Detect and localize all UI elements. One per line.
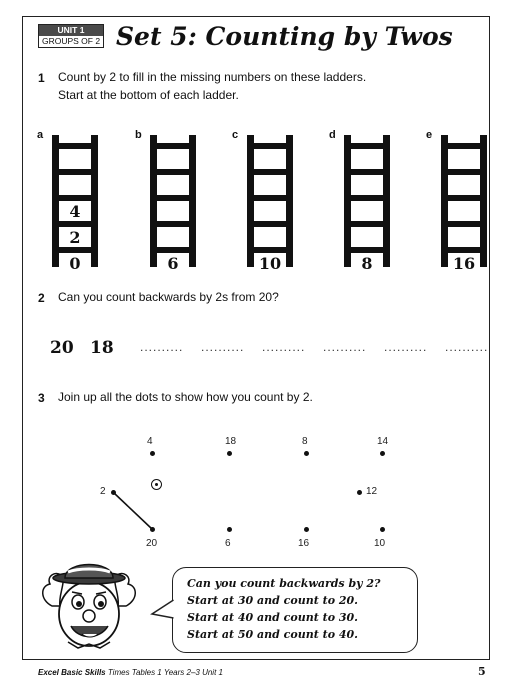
clown-icon bbox=[38, 556, 168, 656]
dot-label: 12 bbox=[366, 486, 378, 497]
bubble-line: Start at 50 and count to 40. bbox=[187, 628, 359, 641]
answer-blank[interactable]: .......... bbox=[201, 340, 245, 354]
ladder-letter: a bbox=[37, 129, 44, 141]
page-title: Set 5: Counting by Twos bbox=[116, 22, 453, 51]
dot-label: 18 bbox=[225, 436, 237, 447]
footer-book: Times Tables 1 Years 2–3 Unit 1 bbox=[107, 668, 223, 677]
answer-blank[interactable]: .......... bbox=[140, 340, 184, 354]
q1-number: 1 bbox=[38, 71, 45, 85]
bubble-tail bbox=[150, 598, 176, 622]
bubble-line: Start at 30 and count to 20. bbox=[187, 594, 359, 607]
ladder-letter: c bbox=[232, 129, 239, 141]
answer-blank[interactable]: .......... bbox=[445, 340, 489, 354]
unit-sub: GROUPS OF 2 bbox=[41, 36, 101, 46]
dot-label: 4 bbox=[147, 436, 153, 447]
ladder-letter: e bbox=[426, 129, 433, 141]
q3-text: Join up all the dots to show how you count by 2. bbox=[58, 390, 313, 404]
dot[interactable] bbox=[150, 451, 155, 456]
q1-line1: Count by 2 to fill in the missing numbers on these ladders. bbox=[58, 70, 367, 84]
unit-label: UNIT 1 bbox=[39, 25, 103, 36]
dot[interactable] bbox=[304, 527, 309, 532]
dot-label: 16 bbox=[298, 538, 310, 549]
q2-text: Can you count backwards by 2s from 20? bbox=[58, 290, 279, 304]
dot-label: 10 bbox=[374, 538, 386, 549]
dot[interactable] bbox=[111, 490, 116, 495]
dot-label: 14 bbox=[377, 436, 389, 447]
speech-bubble bbox=[172, 567, 418, 653]
footer bbox=[38, 668, 223, 677]
dot-label: 2 bbox=[100, 486, 106, 497]
ladder-letter: b bbox=[135, 129, 142, 141]
ladder-number: 16 bbox=[452, 254, 476, 273]
ladder-number: 10 bbox=[258, 254, 282, 273]
q2-number: 2 bbox=[38, 291, 45, 305]
dot[interactable] bbox=[380, 527, 385, 532]
ladder-number: 6 bbox=[167, 254, 179, 273]
dot-label: 20 bbox=[146, 538, 158, 549]
dot-label: 6 bbox=[225, 538, 231, 549]
footer-series: Basic Skills bbox=[61, 668, 106, 677]
dot[interactable] bbox=[380, 451, 385, 456]
answer-blank[interactable]: .......... bbox=[323, 340, 367, 354]
bubble-line: Can you count backwards by 2? bbox=[187, 577, 381, 590]
q3-number: 3 bbox=[38, 391, 45, 405]
dot[interactable] bbox=[227, 527, 232, 532]
ladder-number[interactable]: 4 bbox=[69, 202, 81, 221]
ladder-number[interactable]: 2 bbox=[69, 228, 81, 247]
dot[interactable] bbox=[227, 451, 232, 456]
answer-blank[interactable]: .......... bbox=[384, 340, 428, 354]
ladder-letter: d bbox=[329, 129, 336, 141]
ladder-number: 8 bbox=[361, 254, 373, 273]
dot[interactable] bbox=[150, 527, 155, 532]
dot[interactable] bbox=[304, 451, 309, 456]
dot-label: 8 bbox=[302, 436, 308, 447]
q1-line2: Start at the bottom of each ladder. bbox=[58, 88, 239, 102]
page-number: 5 bbox=[478, 665, 486, 678]
bubble-line: Start at 40 and count to 30. bbox=[187, 611, 359, 624]
given-number: 18 bbox=[90, 338, 114, 358]
ladder-number: 0 bbox=[69, 254, 81, 273]
start-dot-icon bbox=[151, 479, 162, 490]
footer-brand: Excel bbox=[38, 668, 59, 677]
answer-blank[interactable]: .......... bbox=[262, 340, 306, 354]
given-number: 20 bbox=[50, 338, 74, 358]
dot[interactable] bbox=[357, 490, 362, 495]
